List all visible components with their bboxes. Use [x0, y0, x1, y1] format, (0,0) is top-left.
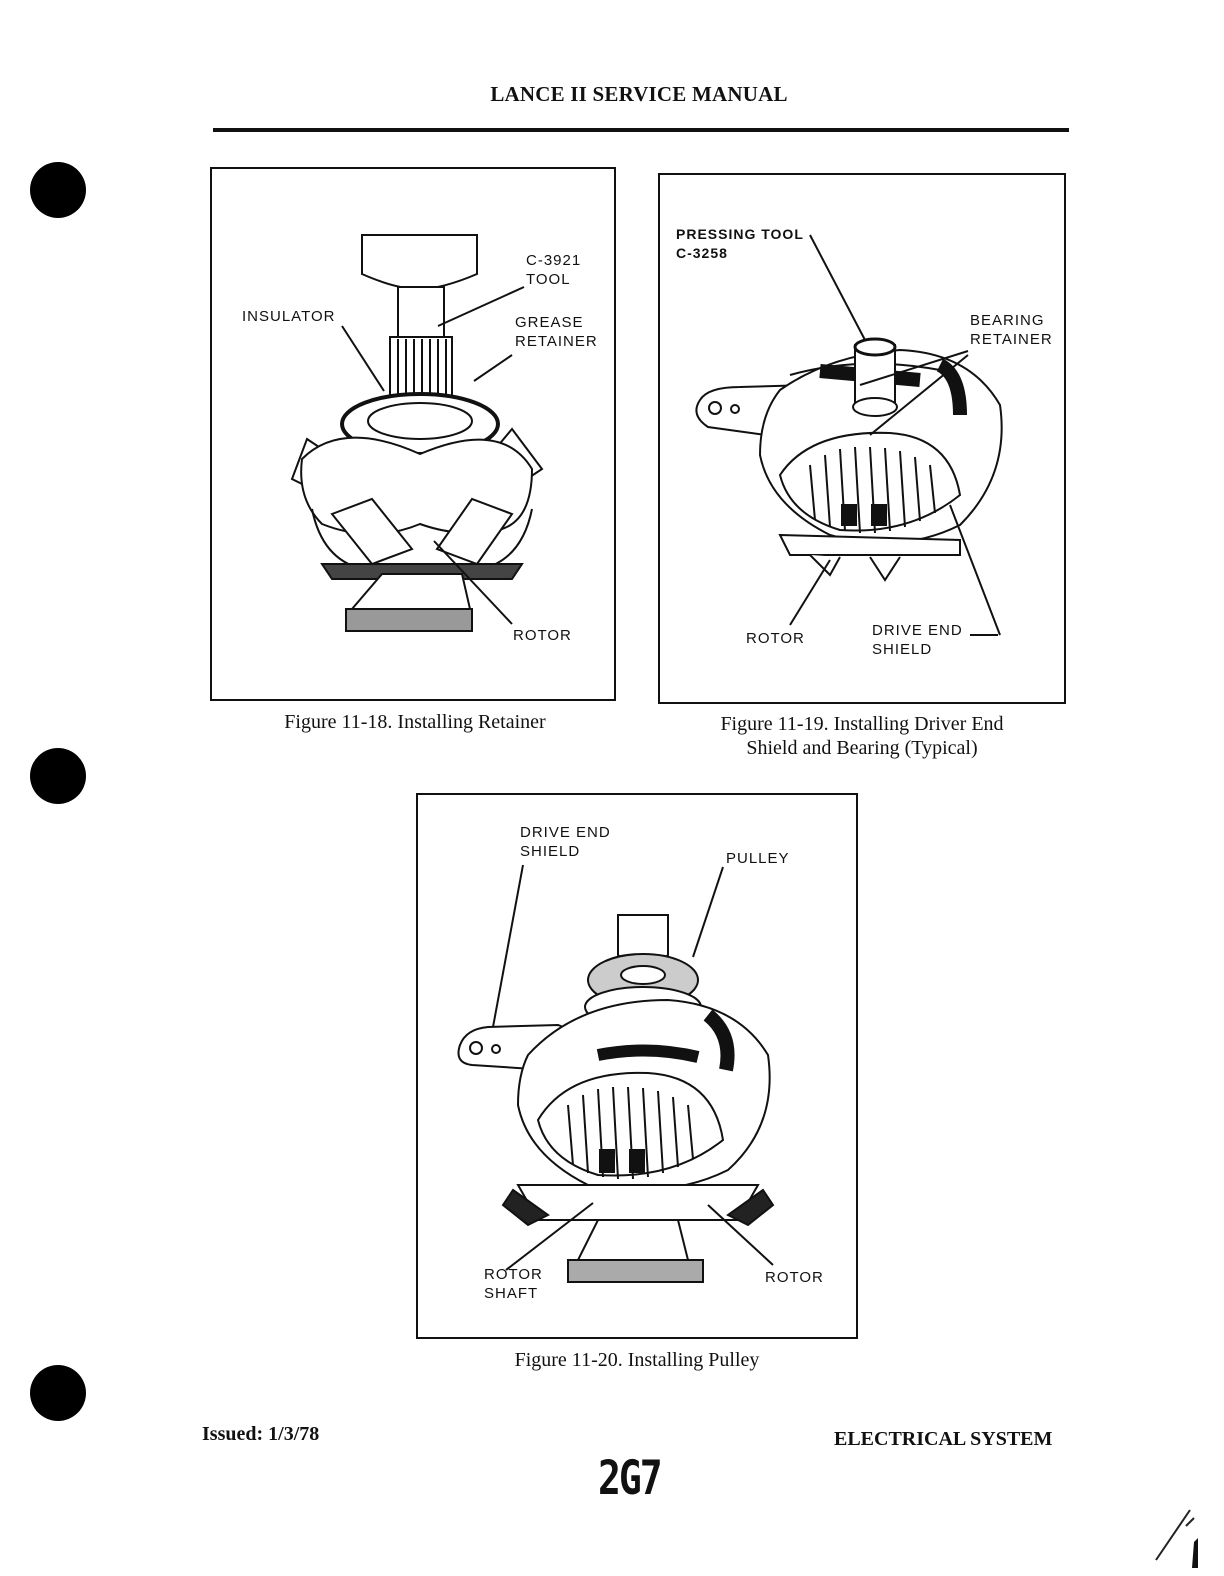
page-number: 2G7	[598, 1450, 661, 1505]
figure-11-20-illustration	[418, 795, 860, 1341]
figure-11-18-frame	[210, 167, 616, 701]
figure-11-19-caption: Figure 11-19. Installing Driver End Shield and Bearing (Typical)	[720, 713, 1004, 759]
label-pulley: PULLEY	[726, 850, 790, 867]
label-rotor-shaft: ROTOR SHAFT	[484, 1266, 543, 1302]
label-drive-end-shield: DRIVE END SHIELD	[520, 824, 611, 860]
footer-section-title: ELECTRICAL SYSTEM	[834, 1428, 1053, 1450]
label-insulator: INSULATOR	[242, 308, 336, 325]
corner-pencil-mark	[1148, 1498, 1208, 1568]
label-rotor: ROTOR	[765, 1269, 824, 1286]
label-pressing-tool: PRESSING TOOL C-3258	[676, 226, 804, 261]
binder-hole-middle	[30, 748, 86, 804]
label-drive-end-shield: DRIVE END SHIELD	[872, 622, 963, 658]
binder-hole-top	[30, 162, 86, 218]
label-bearing-retainer: BEARING RETAINER	[970, 312, 1053, 348]
figure-11-20-caption: Figure 11-20. Installing Pulley	[514, 1349, 760, 1371]
label-c3921-tool: C-3921 TOOL	[526, 252, 582, 288]
figure-11-20-frame	[416, 793, 858, 1339]
label-grease-retainer: GREASE RETAINER	[515, 314, 598, 350]
footer-issued-date: Issued: 1/3/78	[202, 1423, 320, 1445]
figure-11-18-illustration	[212, 169, 618, 703]
header-rule	[213, 128, 1069, 132]
binder-hole-bottom	[30, 1365, 86, 1421]
label-rotor: ROTOR	[513, 627, 572, 644]
figure-11-18-caption: Figure 11-18. Installing Retainer	[284, 711, 546, 733]
page-header-title: LANCE II SERVICE MANUAL	[490, 82, 788, 106]
label-rotor: ROTOR	[746, 630, 805, 647]
figure-11-19-frame	[658, 173, 1066, 704]
